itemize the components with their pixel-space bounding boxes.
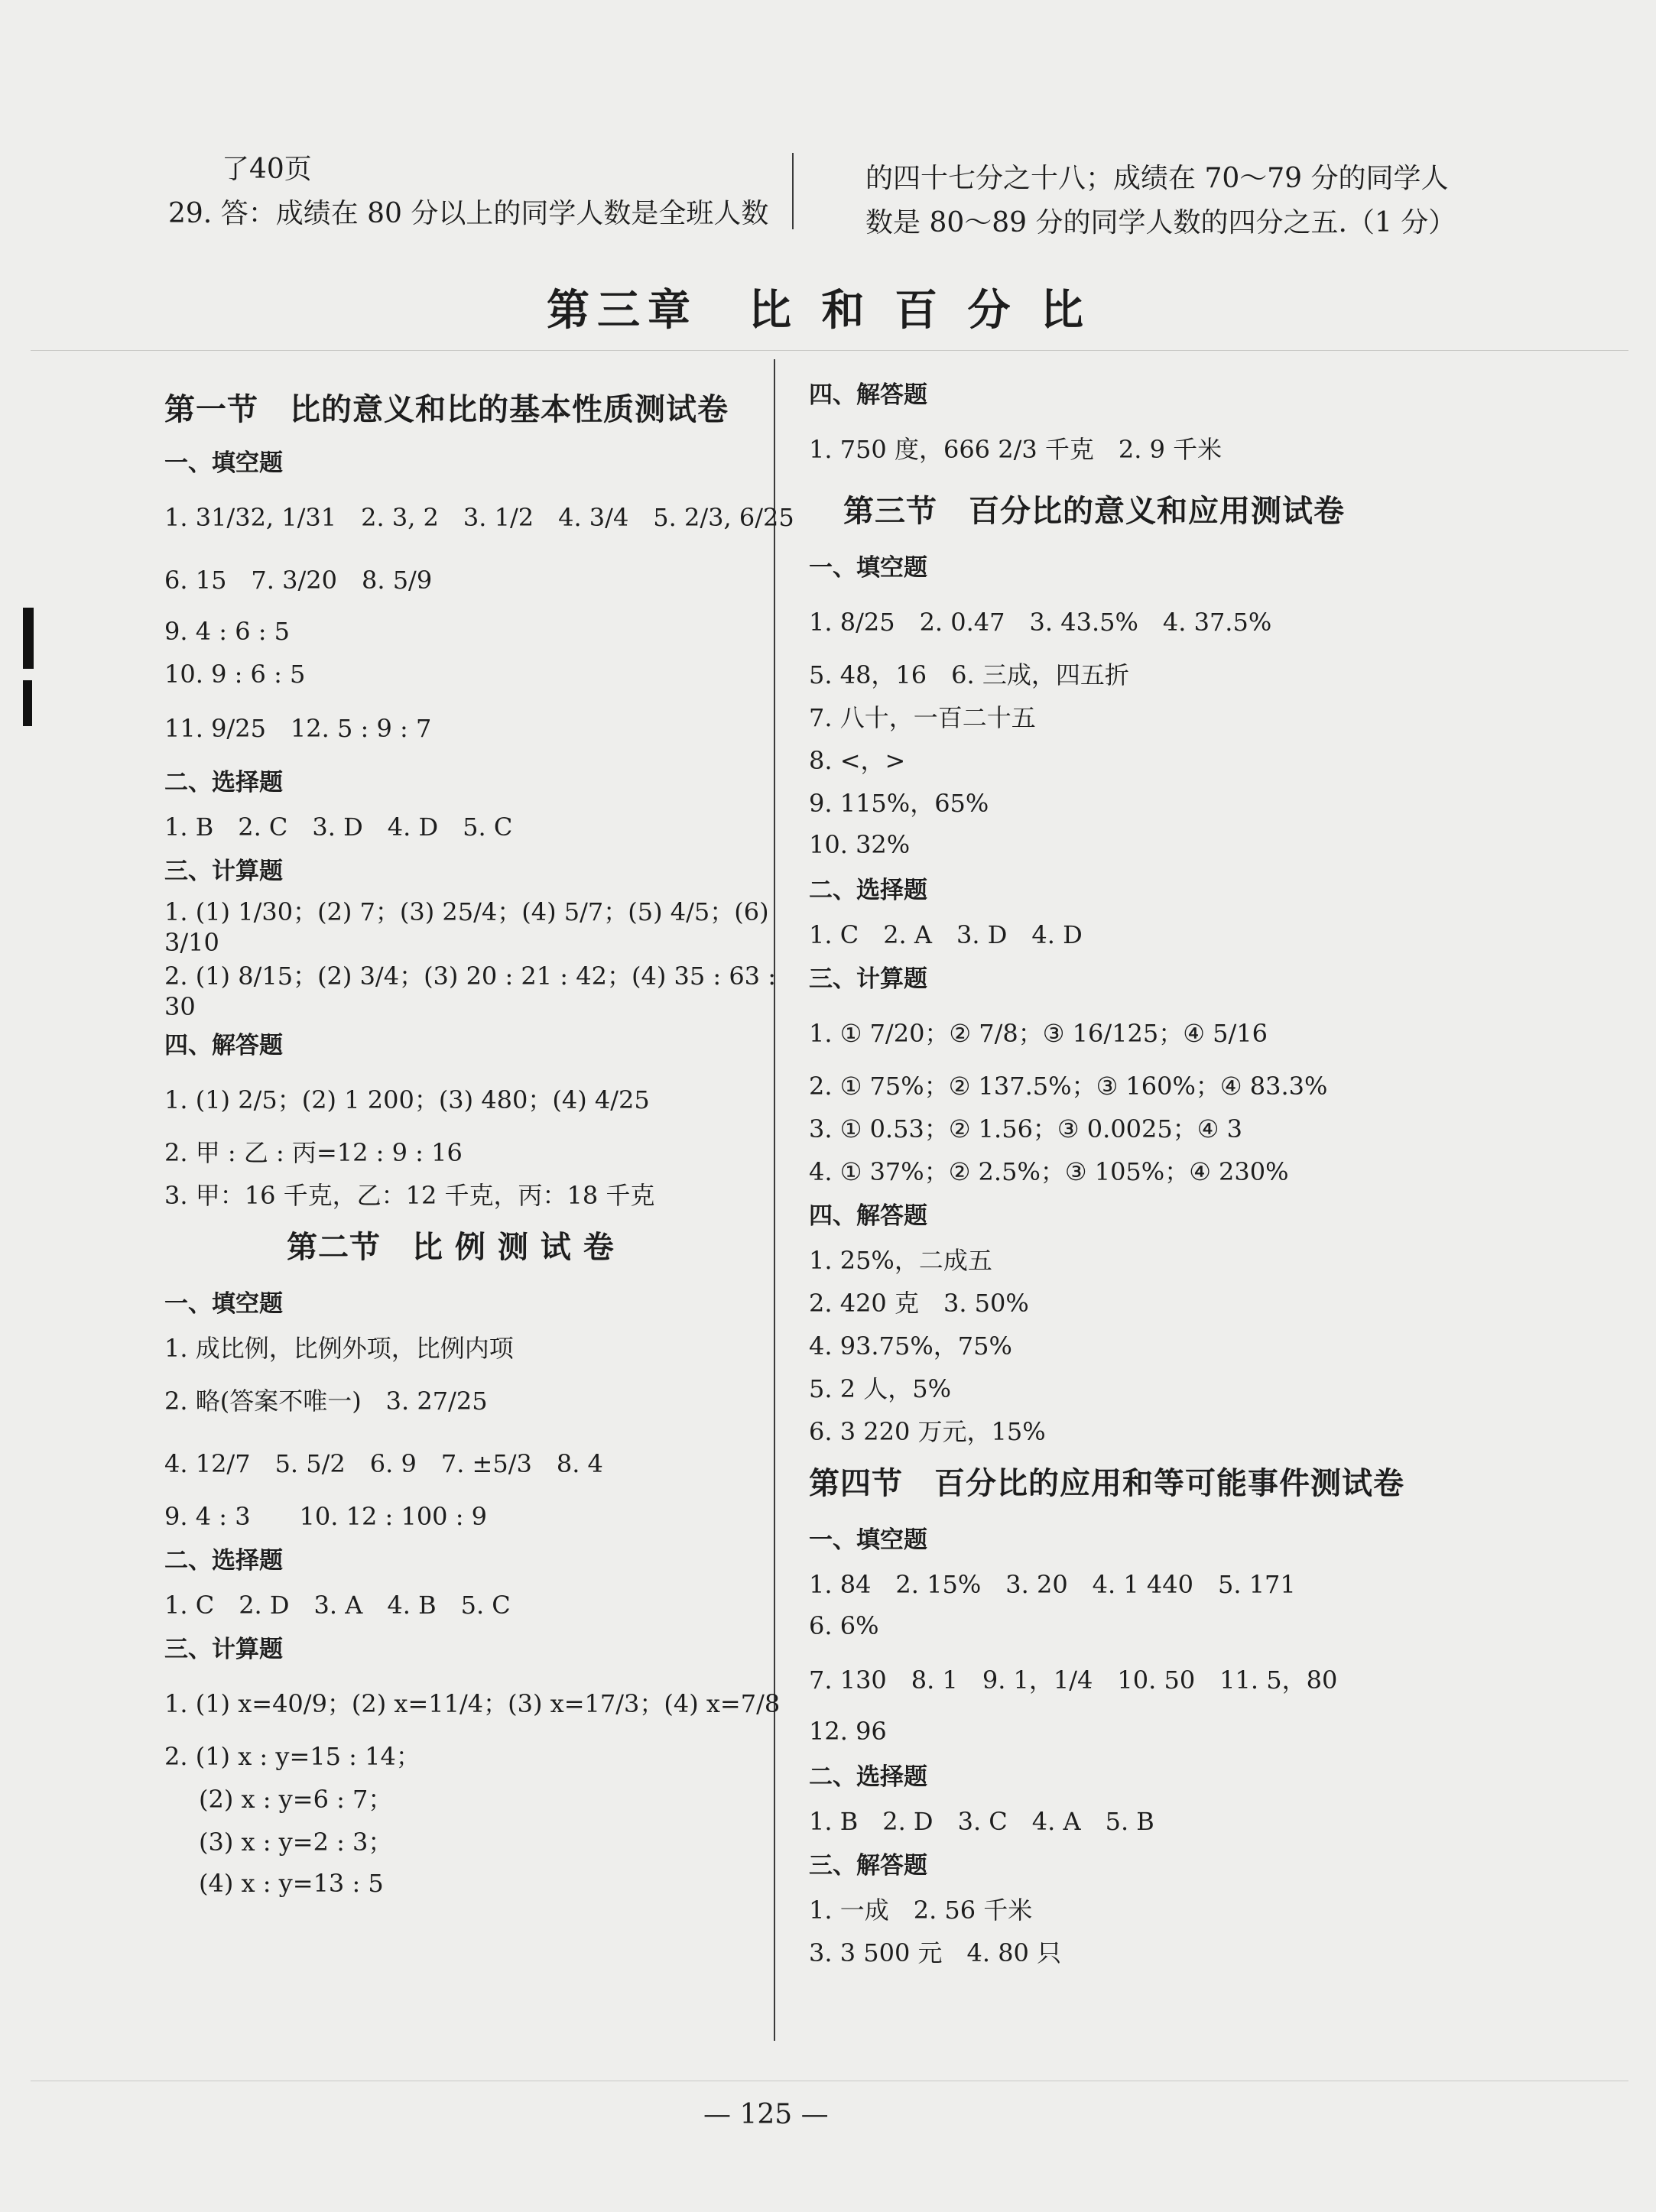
s2-line-4: 9. 4 : 3 10. 12 : 100 : 9 bbox=[164, 1502, 488, 1531]
s1-answer-heading: 四、解答题 bbox=[164, 1032, 283, 1059]
s4-line-3: 7. 130 8. 1 9. 1，1/4 10. 50 11. 5，80 bbox=[809, 1665, 1338, 1695]
r-line-1: 1. 750 度，666 2/3 千克 2. 9 千米 bbox=[809, 435, 1223, 464]
s2-choice-heading: 二、选择题 bbox=[164, 1547, 283, 1575]
s2-line-9: (3) x : y=2 : 3； bbox=[199, 1828, 393, 1857]
s1-line-9: 1. (1) 2/5；(2) 1 200；(3) 480；(4) 4/25 bbox=[164, 1085, 650, 1114]
s3-line-13: 2. 420 克 3. 50% bbox=[809, 1289, 1029, 1318]
s1-line-7: 1. (1) 1/30；(2) 7；(3) 25/4；(4) 5/7；(5) 4/5；(6) 3/10 bbox=[164, 897, 769, 957]
intro-right-line-2: 数是 80～89 分的同学人数的四分之五.（1 分） bbox=[865, 207, 1456, 238]
s1-choice-heading: 二、选择题 bbox=[164, 769, 283, 796]
section-2-title: 第二节 比 例 测 试 卷 bbox=[287, 1230, 615, 1265]
section-4-title: 第四节 百分比的应用和等可能事件测试卷 bbox=[809, 1466, 1404, 1501]
s3-choice-heading: 二、选择题 bbox=[809, 877, 927, 904]
s3-line-10: 3. ① 0.53；② 1.56；③ 0.0025；④ 3 bbox=[809, 1114, 1242, 1143]
s3-line-5: 9. 115%，65% bbox=[809, 789, 989, 818]
s1-line-5: 11. 9/25 12. 5 : 9 : 7 bbox=[164, 714, 432, 743]
s3-fill-heading: 一、填空题 bbox=[809, 554, 927, 582]
s2-calc-heading: 三、计算题 bbox=[164, 1636, 283, 1663]
intro-left-line-2: 29. 答：成绩在 80 分以上的同学人数是全班人数 bbox=[168, 198, 769, 229]
s3-line-3: 7. 八十，一百二十五 bbox=[809, 703, 1036, 732]
s1-line-1: 1. 31/32, 1/31 2. 3, 2 3. 1/2 4. 3/4 5. 2/3, 6/25 bbox=[164, 503, 794, 532]
s2-line-6: 1. (1) x=40/9；(2) x=11/4；(3) x=17/3；(4) x=7/8 bbox=[164, 1689, 781, 1718]
s3-line-4: 8. <，> bbox=[809, 746, 906, 775]
intro-left-line-1: 了40页 bbox=[222, 154, 312, 185]
s2-line-7: 2. (1) x : y=15 : 14； bbox=[164, 1742, 420, 1771]
s3-answer-heading: 四、解答题 bbox=[809, 1202, 927, 1230]
chapter-title: 第三章 比 和 百 分 比 bbox=[547, 286, 1091, 336]
s2-fill-heading: 一、填空题 bbox=[164, 1290, 283, 1318]
s1-line-3: 9. 4 : 6 : 5 bbox=[164, 617, 291, 646]
s3-line-6: 10. 32% bbox=[809, 830, 911, 859]
s4-choice-heading: 二、选择题 bbox=[809, 1763, 927, 1791]
s4-line-4: 12. 96 bbox=[809, 1717, 887, 1746]
s3-line-8: 1. ① 7/20；② 7/8；③ 16/125；④ 5/16 bbox=[809, 1019, 1268, 1048]
s1-line-6: 1. B 2. C 3. D 4. D 5. C bbox=[164, 812, 513, 842]
s2-line-8: (2) x : y=6 : 7； bbox=[199, 1785, 393, 1814]
s3-line-9: 2. ① 75%；② 137.5%；③ 160%；④ 83.3% bbox=[809, 1072, 1328, 1101]
scan-mark bbox=[23, 680, 32, 726]
s2-line-1: 1. 成比例，比例外项，比例内项 bbox=[164, 1334, 514, 1363]
s1-line-10: 2. 甲 : 乙 : 丙=12 : 9 : 16 bbox=[164, 1138, 463, 1167]
s3-line-12: 1. 25%，二成五 bbox=[809, 1246, 992, 1275]
s3-line-7: 1. C 2. A 3. D 4. D bbox=[809, 920, 1083, 949]
s1-fill-heading: 一、填空题 bbox=[164, 449, 283, 477]
intro-right-line-1: 的四十七分之十八；成绩在 70～79 分的同学人 bbox=[865, 163, 1449, 194]
left-column bbox=[164, 381, 799, 1905]
s4-line-5: 1. B 2. D 3. C 4. A 5. B bbox=[809, 1807, 1154, 1836]
s3-line-16: 6. 3 220 万元，15% bbox=[809, 1417, 1046, 1446]
s2-line-10: (4) x : y=13 : 5 bbox=[199, 1869, 384, 1898]
s3-line-15: 5. 2 人，5% bbox=[809, 1374, 952, 1403]
s1-line-11: 3. 甲：16 千克，乙：12 千克，丙：18 千克 bbox=[164, 1181, 655, 1210]
section-1-title: 第一节 比的意义和比的基本性质测试卷 bbox=[164, 392, 729, 427]
s1-line-2: 6. 15 7. 3/20 8. 5/9 bbox=[164, 566, 433, 595]
s3-line-1: 1. 8/25 2. 0.47 3. 43.5% 4. 37.5% bbox=[809, 608, 1272, 637]
s1-calc-heading: 三、计算题 bbox=[164, 858, 283, 885]
s3-calc-heading: 三、计算题 bbox=[809, 965, 927, 993]
s4-line-1: 1. 84 2. 15% 3. 20 4. 1 440 5. 171 bbox=[809, 1570, 1296, 1599]
s3-line-11: 4. ① 37%；② 2.5%；③ 105%；④ 230% bbox=[809, 1157, 1289, 1186]
s2-line-2: 2. 略(答案不唯一) 3. 27/25 bbox=[164, 1387, 488, 1416]
right-column bbox=[809, 371, 1619, 1973]
s4-line-2: 6. 6% bbox=[809, 1611, 879, 1640]
s3-line-14: 4. 93.75%，75% bbox=[809, 1331, 1012, 1361]
s3-line-2: 5. 48，16 6. 三成，四五折 bbox=[809, 660, 1129, 689]
s4-answer-heading: 三、解答题 bbox=[809, 1852, 927, 1880]
intro-divider bbox=[792, 153, 794, 229]
scan-mark bbox=[23, 608, 34, 669]
page-number: — 125 — bbox=[703, 2099, 829, 2130]
r-answer-heading: 四、解答题 bbox=[809, 381, 927, 409]
top-rule bbox=[31, 350, 1628, 351]
s2-line-3: 4. 12/7 5. 5/2 6. 9 7. ±5/3 8. 4 bbox=[164, 1449, 603, 1478]
s4-line-7: 3. 3 500 元 4. 80 只 bbox=[809, 1938, 1062, 1967]
s2-line-5: 1. C 2. D 3. A 4. B 5. C bbox=[164, 1591, 511, 1620]
s4-fill-heading: 一、填空题 bbox=[809, 1526, 927, 1554]
s1-line-4: 10. 9 : 6 : 5 bbox=[164, 660, 306, 689]
s4-line-6: 1. 一成 2. 56 千米 bbox=[809, 1896, 1033, 1925]
section-3-title: 第三节 百分比的意义和应用测试卷 bbox=[843, 494, 1345, 529]
s1-line-8: 2. (1) 8/15；(2) 3/4；(3) 20 : 21 : 42；(4) 35 : 63 : 30 bbox=[164, 962, 776, 1021]
